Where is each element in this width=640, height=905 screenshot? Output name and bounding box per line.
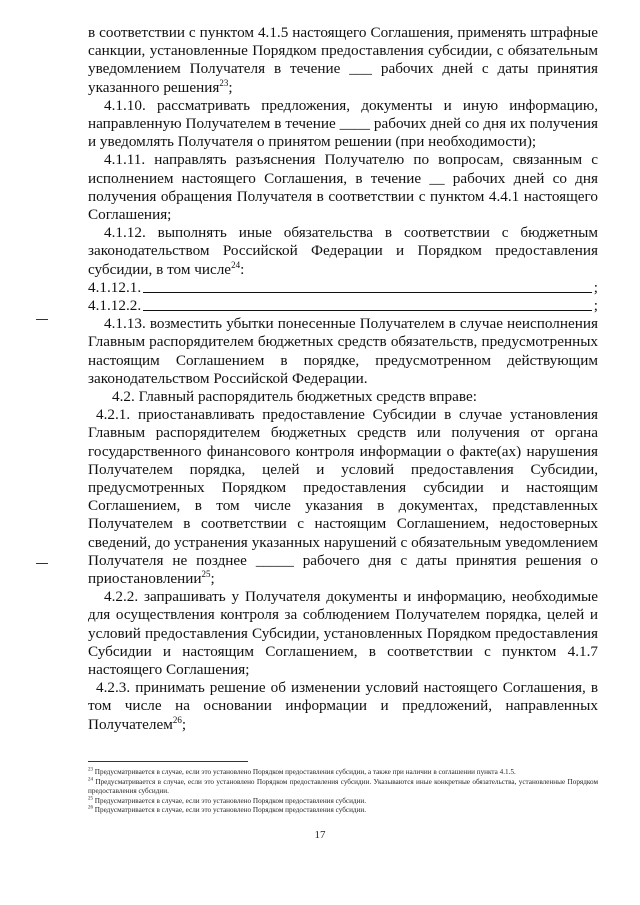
paragraph-4-2-2: 4.2.2. запрашивать у Получателя документы и информацию, необходимые для осуществления контроля за соблюдением Получателем порядка, целей и условий предоставления Субсидии, установленных Порядком предоставления Субсидии и настоящим Соглашением, в соответствии с пунктом 4.1.7 настоящего Соглашения; bbox=[88, 588, 598, 679]
blank-line bbox=[143, 292, 592, 293]
footnote: $^{24}$ Предусматривается в случае, если это установлено Порядком предоставления субсидии. Указываются иные конкретные обязательства, установленные Порядком предоставления субсидии. bbox=[88, 777, 599, 796]
footnote-separator bbox=[88, 761, 248, 762]
footnote-ref: 23 bbox=[219, 77, 229, 88]
page-number: 17 bbox=[314, 829, 326, 841]
footnote: $^{23}$ Предусматривается в случае, если это установлено Порядком предоставления субсидии, а также при наличии в соглашении пункта 4.1.5. bbox=[88, 767, 516, 776]
fill-line-4-1-12-1: 4.1.12.1. ; bbox=[88, 278, 598, 296]
page-body bbox=[88, 24, 598, 734]
footnotes bbox=[88, 768, 598, 816]
footnote-ref: 25 bbox=[201, 569, 211, 579]
paragraph-4-2-3: 4.2.3. принимать решение об изменении условий настоящего Соглашения, в том числе на основании информации и предложений, направленных Получателем$^{26}$; bbox=[88, 679, 598, 733]
paragraph-4-2-1: 4.2.1. приостанавливать предоставление Субсидии в случае установления Главным распорядителем бюджетных средств или получения от органа государственного финансового контроля информации о факте(ах) нарушения Получателем порядка, целей и условий предоставления Субсидии, предусмотренных Порядком предоставления субсидии и настоящим Соглашением, в том числе указания в документах, представленных Получателем в соответствии с настоящим Соглашением, недостоверных сведений, до устранения указанных нарушений с обязательным уведомлением Получателя не позднее _____ рабочего дня с даты принятия решения о приостановлении$^{25}$; bbox=[88, 406, 598, 588]
blank-line bbox=[143, 310, 592, 311]
paragraph-4-1-12: 4.1.12. выполнять иные обязательства в соответствии с бюджетным законодательством Российской Федерации и Порядком предоставления субсидии, в том числе$^{24}$: bbox=[88, 224, 598, 278]
margin-mark bbox=[36, 319, 48, 320]
footnote-ref: 26 bbox=[172, 714, 182, 725]
footnote-ref: 24 bbox=[231, 259, 241, 270]
paragraph-4-1-13: 4.1.13. возместить убытки понесенные Получателем в случае неисполнения Главным распорядителем бюджетных средств обязательств, предусмотренных настоящим Соглашением в порядке, предусмотренном действующим законодательством Российской Федерации. bbox=[88, 315, 598, 387]
footnote: $^{25}$ Предусматривается в случае, если это установлено Порядком предоставления субсидии. bbox=[88, 796, 367, 805]
footnote: $^{26}$ Предусматривается в случае, если это установлено Порядком предоставления субсидии. bbox=[88, 805, 367, 815]
fill-line-4-1-12-2: 4.1.12.2. ; bbox=[88, 297, 598, 315]
margin-mark bbox=[36, 563, 48, 564]
paragraph-4-1-10: 4.1.10. рассматривать предложения, документы и иную информацию, направленную Получателем в течение ____ рабочих дней со дня их получения и уведомлять Получателя о принятом решении (при необходимости); bbox=[88, 96, 598, 151]
paragraph-4-1-11: 4.1.11. направлять разъяснения Получателю по вопросам, связанным с исполнением настоящего Соглашения, в течение __ рабочих дней со дня получения обращения Получателя в соответствии с пунктом 4.4.1 настоящего Соглашения; bbox=[88, 151, 598, 224]
paragraph-4-2-heading: 4.2. Главный распорядитель бюджетных средств вправе: bbox=[112, 388, 477, 406]
paragraph-4-1-9-continued: в соответствии с пунктом 4.1.5 настоящего Соглашения, применять штрафные санкции, установленные Порядком предоставления субсидии, с обязательным уведомлением Получателя в течение ___ рабочих дней с даты принятия указанного решения$^{23}$; bbox=[88, 24, 598, 96]
